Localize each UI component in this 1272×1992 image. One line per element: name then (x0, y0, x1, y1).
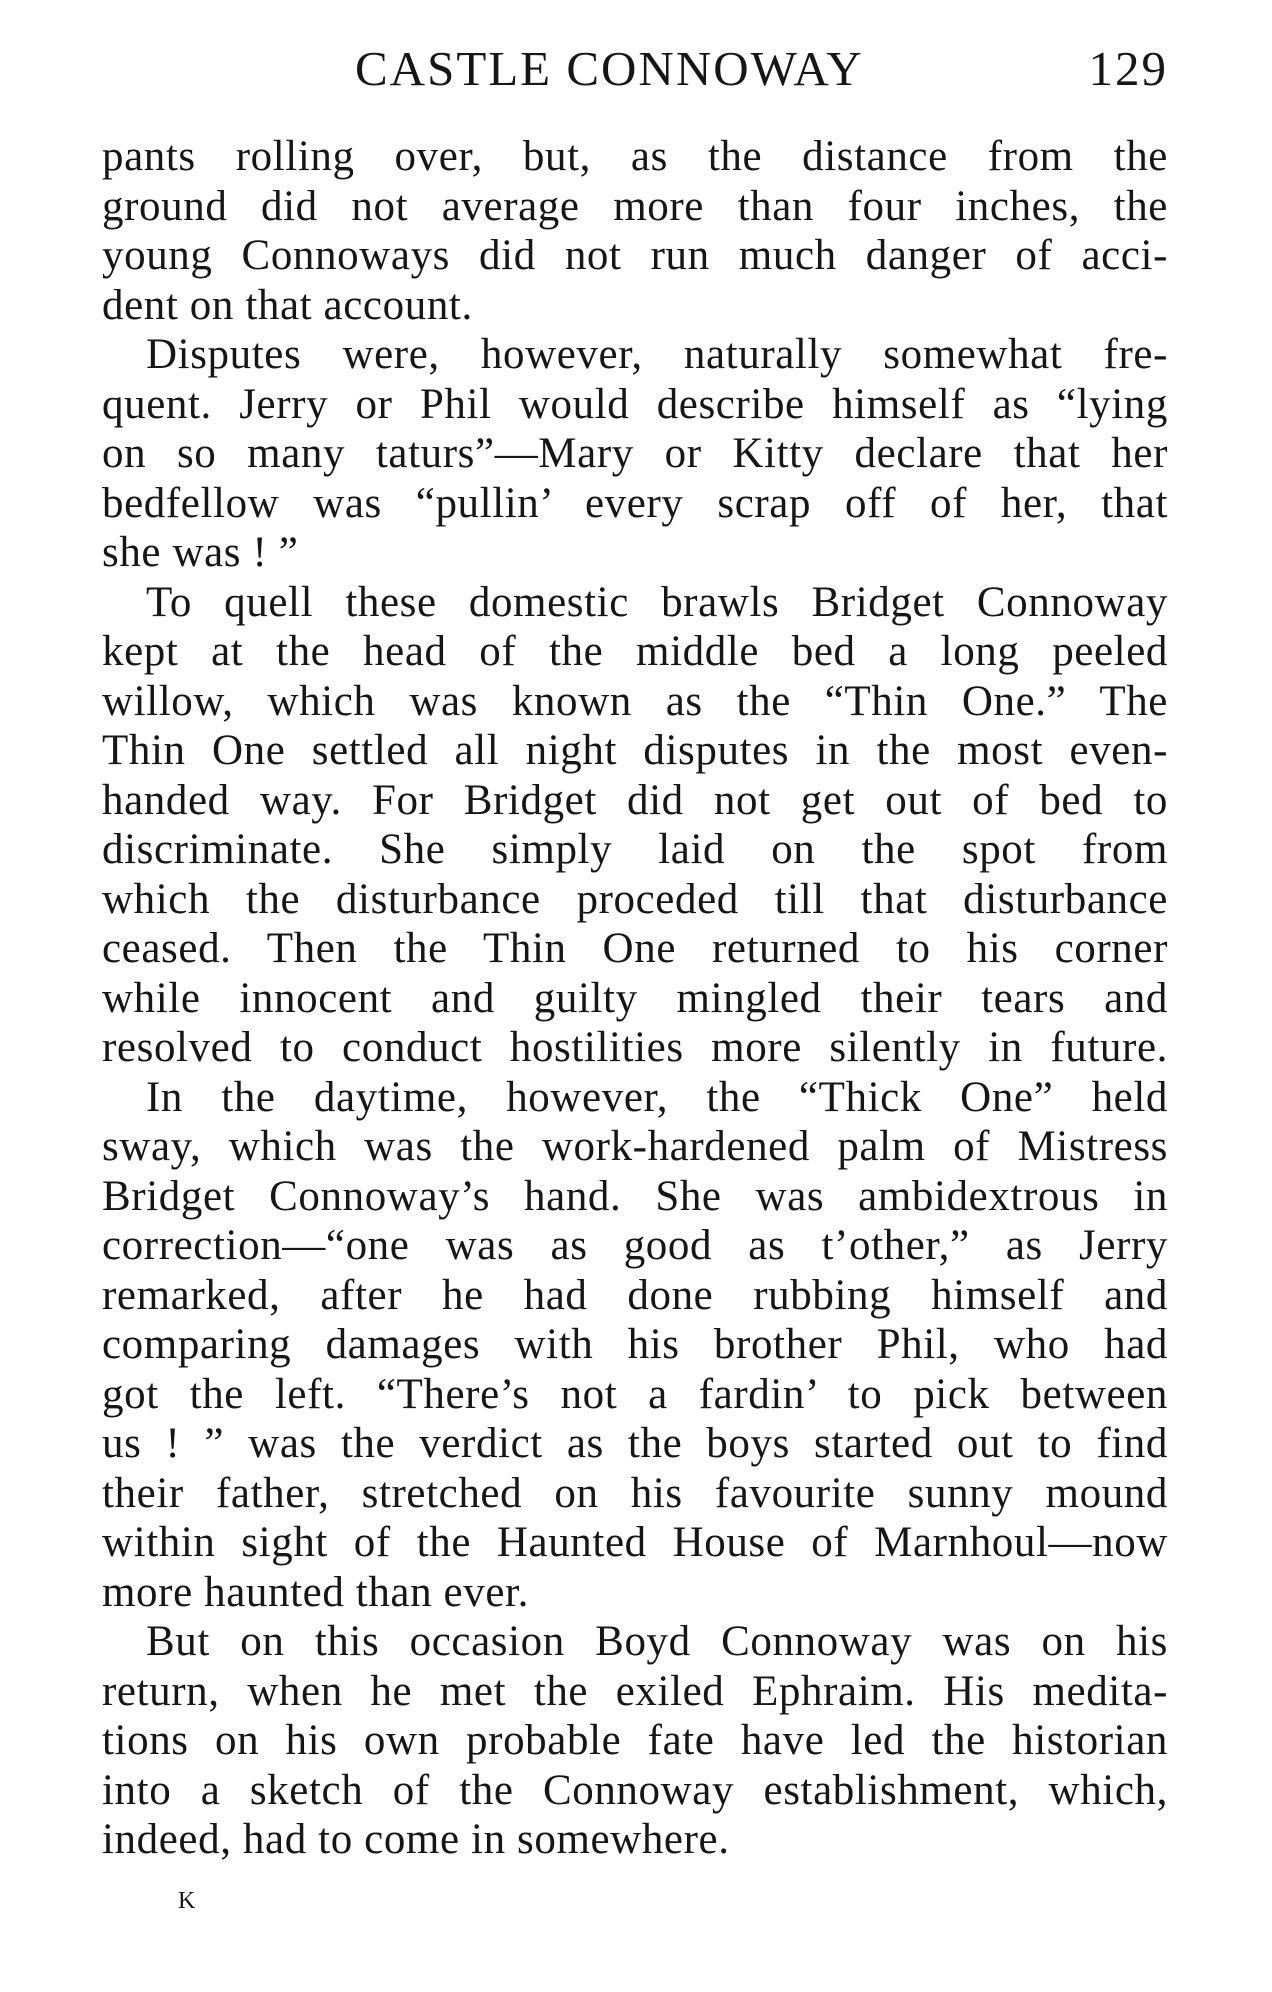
text-line: return, when he met the exiled Ephraim. His medita- (102, 1667, 1168, 1715)
text-line: us ! ” was the verdict as the boys started out to find (102, 1420, 1168, 1467)
text-line: bedfellow was “pullin’ every scrap off of her, that (102, 479, 1168, 527)
text-line: sway, which was the work-hardened palm of Mistress (102, 1123, 1168, 1170)
text-line: within sight of the Haunted House of Marnhoul—now (102, 1519, 1168, 1566)
text-line: into a sketch of the Connoway establishment, which, (102, 1766, 1168, 1814)
text-line: got the left. “There’s not a fardin’ to pick between (102, 1370, 1168, 1418)
text-line: comparing damages with his brother Phil, who had (102, 1321, 1168, 1368)
page-number: 129 (1088, 41, 1168, 96)
text-line: quent. Jerry or Phil would describe himself as “lying (102, 380, 1168, 428)
running-title: CASTLE CONNOWAY (355, 41, 864, 96)
text-line: more haunted than ever. (102, 1568, 529, 1616)
text-line: tions on his own probable fate have led the historian (102, 1717, 1168, 1764)
body-text (102, 132, 1168, 1865)
signature-mark: K (178, 1888, 197, 1914)
text-line: resolved to conduct hostilities more silently in future. (102, 1024, 1168, 1071)
text-line: Thin One settled all night disputes in the most even- (102, 727, 1168, 774)
text-line: which the disturbance proceded till that disturbance (102, 875, 1168, 923)
text-line: while innocent and guilty mingled their tears and (102, 974, 1168, 1022)
text-line: correction—“one was as good as t’other,” as Jerry (102, 1222, 1168, 1269)
text-line: Disputes were, however, naturally somewhat fre- (146, 331, 1168, 378)
text-line: pants rolling over, but, as the distance from the (102, 133, 1168, 180)
text-line: willow, which was known as the “Thin One.” The (102, 677, 1168, 725)
text-line: on so many taturs”—Mary or Kitty declare that her (102, 430, 1168, 477)
text-line: dent on that account. (102, 281, 473, 329)
text-line: To quell these domestic brawls Bridget Connoway (146, 578, 1168, 626)
text-line: their father, stretched on his favourite sunny mound (102, 1469, 1168, 1517)
text-line: ceased. Then the Thin One returned to his corner (102, 925, 1168, 972)
text-line: ground did not average more than four inches, the (102, 182, 1168, 230)
text-line: discriminate. She simply laid on the spot from (102, 826, 1168, 873)
text-line: young Connoways did not run much danger of acci- (102, 232, 1168, 279)
text-line: she was ! ” (102, 529, 299, 576)
text-line: kept at the head of the middle bed a long peeled (102, 628, 1168, 675)
text-line: indeed, had to come in somewhere. (102, 1816, 730, 1863)
text-line: In the daytime, however, the “Thick One” held (146, 1073, 1168, 1121)
text-line: But on this occasion Boyd Connoway was on his (146, 1618, 1168, 1665)
text-line: handed way. For Bridget did not get out of bed to (102, 776, 1168, 824)
text-line: Bridget Connoway’s hand. She was ambidextrous in (102, 1172, 1168, 1220)
text-line: remarked, after he had done rubbing himself and (102, 1271, 1168, 1319)
